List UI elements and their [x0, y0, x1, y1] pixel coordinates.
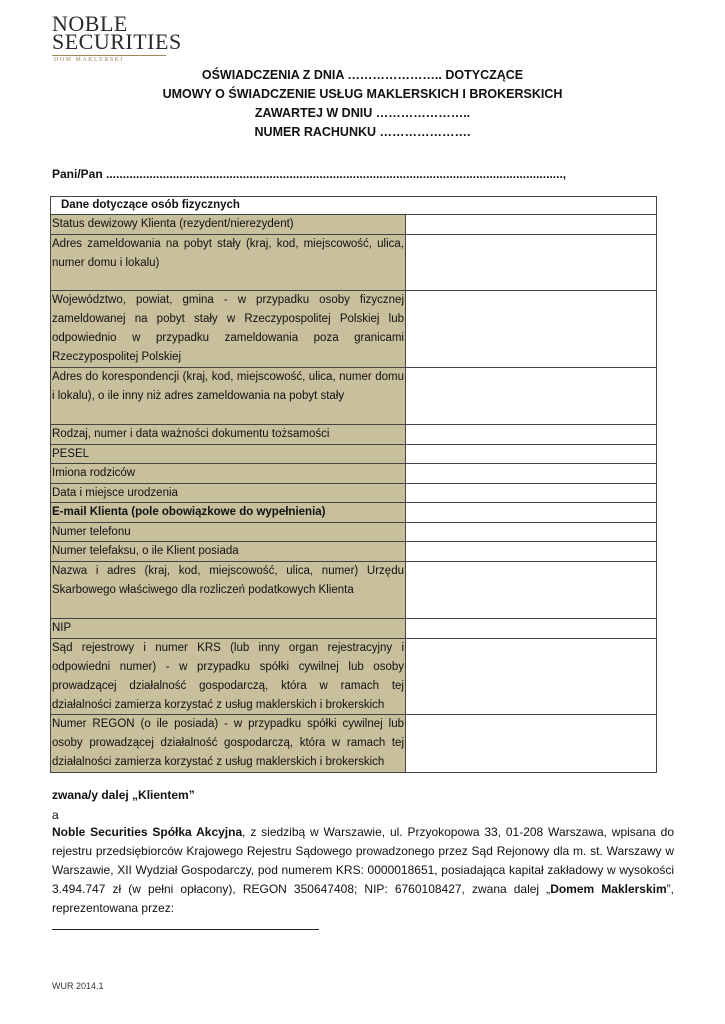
row-value-tax-office[interactable]	[406, 562, 656, 618]
row-value-region[interactable]	[406, 291, 656, 367]
company-details: , z siedzibą w Warszawie, ul. Przyokopowa 33, 01-208 Warszawa, wpisana do rejestru przedsiębiorców Krajowego Rejestru Sądowego prowadzonego przez Sąd Rejonowy dla m. st. Warszawy w Warszawie, XII Wydział Gospodarczy, pod numerem KRS: 0000018651, posiadająca kapitał zakładowy w wysokości 3.494.747 zł (w pełni opłacony), REGON 350647408; NIP: 6760108427, zwana dalej „	[52, 825, 675, 896]
row-label-correspondence: Adres do korespondencji (kraj, kod, miejscowość, ulica, numer domu i lokalu), o ile inny niż adres zameldowania na pobyt stały	[51, 368, 406, 424]
conjunction-a: a	[52, 808, 59, 822]
row-value-id-document[interactable]	[406, 425, 656, 444]
pani-pan-line: Pani/Pan .........................................................................................................................................,	[52, 167, 567, 181]
row-label-parents: Imiona rodziców	[51, 464, 406, 483]
row-value-birth[interactable]	[406, 484, 656, 502]
company-logo	[52, 11, 182, 63]
form-code: WUR 2014.1	[52, 981, 104, 991]
logo-text-securities: SECURITIES	[52, 29, 182, 54]
company-represented: ”, reprezentowana przez:	[52, 882, 674, 915]
logo-divider	[52, 55, 166, 56]
table-row	[51, 291, 656, 368]
title-line-1: OŚWIADCZENIA Z DNIA ………………….. DOTYCZĄCE	[201, 68, 524, 82]
row-label-status: Status dewizowy Klienta (rezydent/nierezydent)	[51, 215, 406, 234]
row-value-status[interactable]	[406, 215, 656, 234]
table-row	[51, 235, 656, 291]
table-row	[51, 425, 656, 445]
row-value-email[interactable]	[406, 503, 656, 522]
row-label-birth: Data i miejsce urodzenia	[51, 484, 406, 502]
table-row	[51, 715, 656, 772]
row-value-krs[interactable]	[406, 639, 656, 714]
table-row	[51, 523, 656, 542]
row-value-parents[interactable]	[406, 464, 656, 483]
row-label-fax: Numer telefaksu, o ile Klient posiada	[51, 542, 406, 561]
row-label-address: Adres zameldowania na pobyt stały (kraj, kod, miejscowość, ulica, numer domu i lokalu)	[51, 235, 406, 290]
row-label-tax-office: Nazwa i adres (kraj, kod, miejscowość, ulica, numer) Urzędu Skarbowego właściwego dla rozliczeń podatkowych Klienta	[51, 562, 406, 618]
row-label-regon: Numer REGON (o ile posiada) - w przypadku spółki cywilnej lub osoby prowadzącej działalność gospodarczą, która w ramach tej działalności zamierza korzystać z usług maklerskich i brokerskich	[51, 715, 406, 772]
table-row	[51, 215, 656, 235]
row-label-region: Województwo, powiat, gmina - w przypadku osoby fizycznej zameldowanej na pobyt stały w Rzeczypospolitej Polskiej lub odpowiednio w przypadku zameldowania poza granicami Rzeczypospolitej Polskiej	[51, 291, 406, 367]
table-row	[51, 562, 656, 619]
document-title	[0, 66, 725, 142]
table-row	[51, 639, 656, 715]
row-value-fax[interactable]	[406, 542, 656, 561]
table-row	[51, 542, 656, 562]
signature-line	[52, 929, 319, 930]
row-label-email: E-mail Klienta (pole obowiązkowe do wypełnienia)	[51, 503, 406, 522]
company-paragraph	[52, 823, 674, 918]
client-designation: zwana/y dalej „Klientem”	[52, 788, 195, 802]
row-label-pesel: PESEL	[51, 445, 406, 463]
row-value-phone[interactable]	[406, 523, 656, 541]
title-line-4: NUMER RACHUNKU ………………….	[254, 125, 471, 139]
table-row	[51, 619, 656, 639]
table-row	[51, 445, 656, 464]
title-line-3: ZAWARTEJ W DNIU …………………..	[254, 106, 471, 120]
logo-subtitle: DOM MAKLERSKI	[54, 57, 125, 63]
row-label-phone: Numer telefonu	[51, 523, 406, 541]
table-row	[51, 503, 656, 523]
table-row	[51, 464, 656, 484]
company-dom-maklerski: Domem Maklerskim	[550, 882, 667, 896]
row-label-krs: Sąd rejestrowy i numer KRS (lub inny organ rejestracyjny i odpowiedni numer) - w przypadku spółki cywilnej lub osoby prowadzącej działalność gospodarczą, która w ramach tej działalności zamierza korzystać z usług maklerskich i brokerskich	[51, 639, 406, 714]
row-value-pesel[interactable]	[406, 445, 656, 463]
table-row	[51, 368, 656, 425]
table-header: Dane dotyczące osób fizycznych	[51, 197, 656, 215]
row-label-id-document: Rodzaj, numer i data ważności dokumentu tożsamości	[51, 425, 406, 444]
row-value-nip[interactable]	[406, 619, 656, 638]
personal-data-table	[50, 196, 657, 773]
title-line-2: UMOWY O ŚWIADCZENIE USŁUG MAKLERSKICH I BROKERSKICH	[162, 87, 563, 101]
row-value-correspondence[interactable]	[406, 368, 656, 424]
row-label-nip: NIP	[51, 619, 406, 638]
table-row	[51, 484, 656, 503]
company-name: Noble Securities Spółka Akcyjna	[52, 825, 243, 839]
row-value-address[interactable]	[406, 235, 656, 290]
row-value-regon[interactable]	[406, 715, 656, 772]
logo-text-noble: NOBLE	[52, 11, 128, 36]
